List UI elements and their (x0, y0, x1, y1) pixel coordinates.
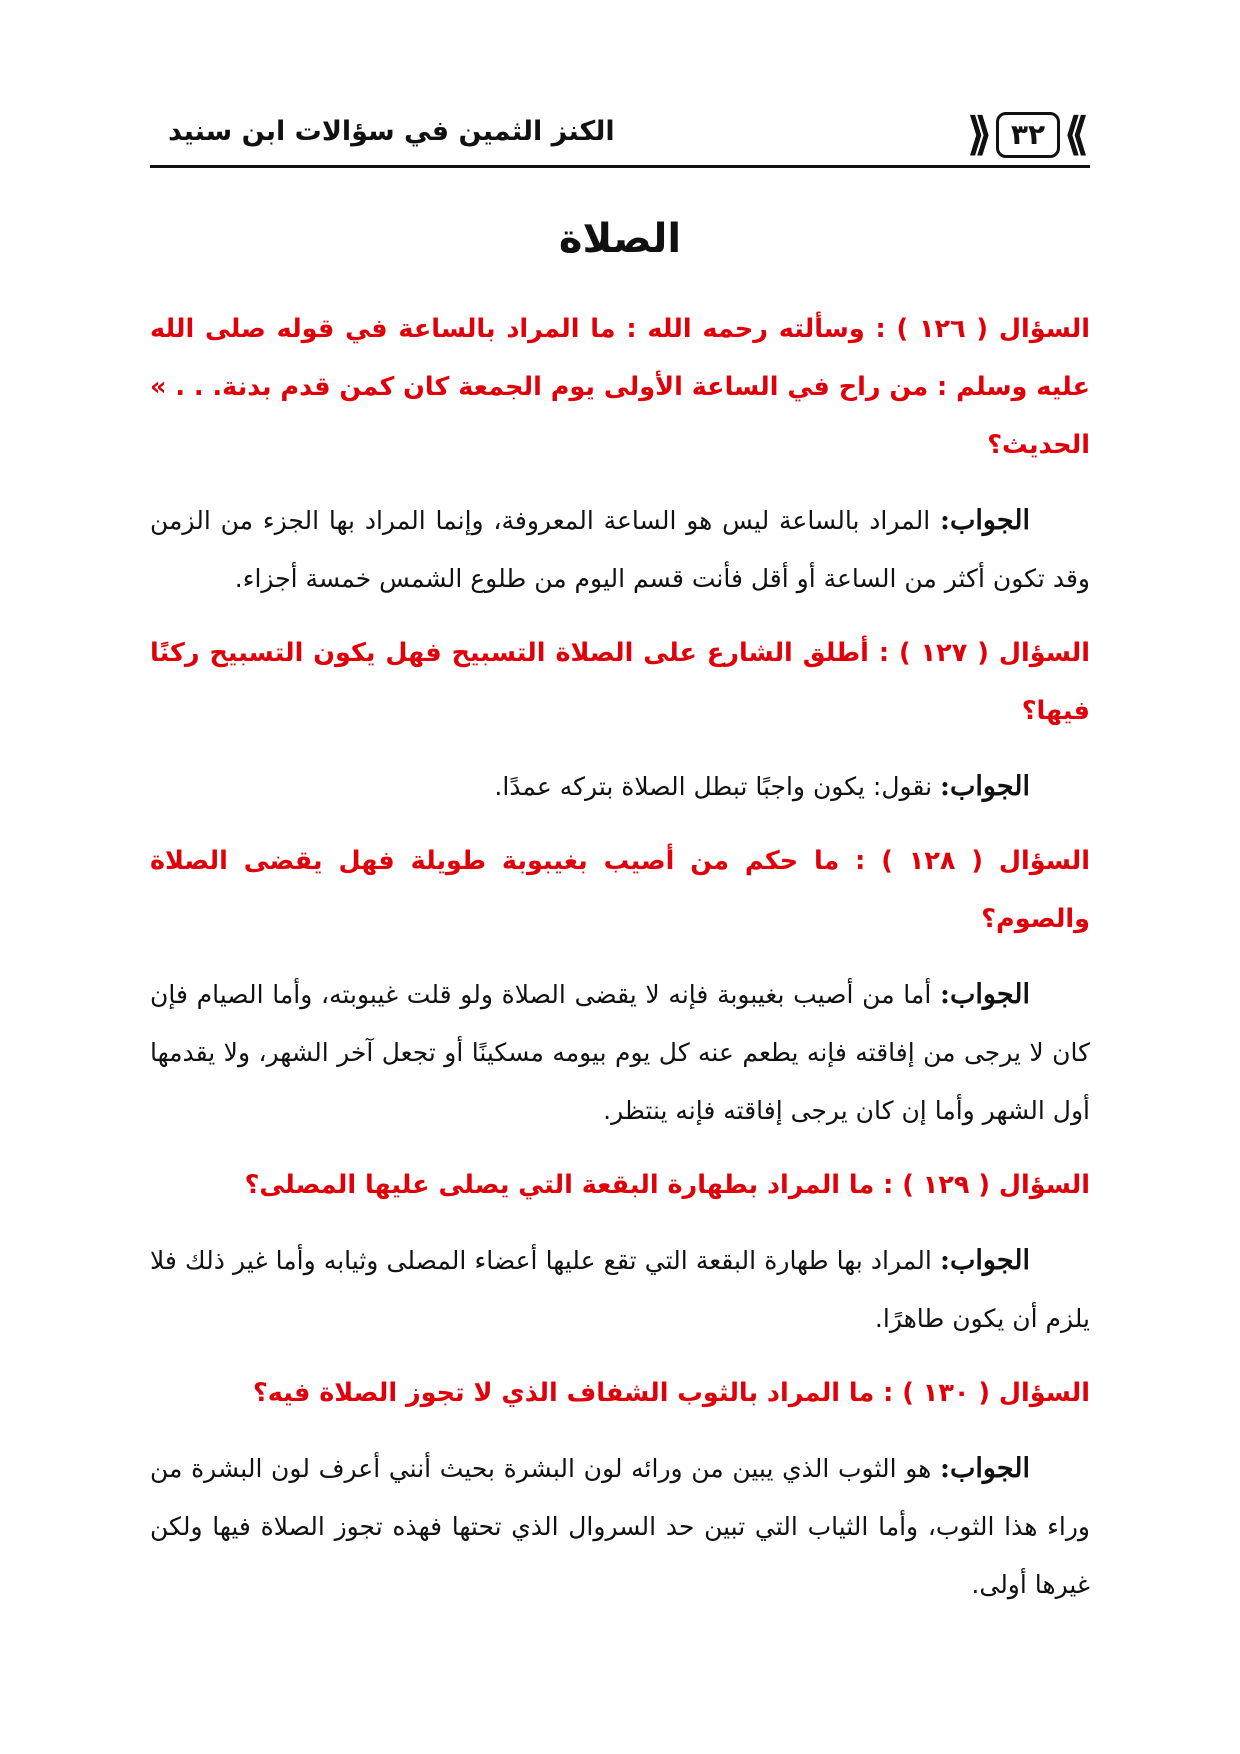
question-129: السؤال ( ١٢٩ ) : ما المراد بطهارة البقعة التي يصلى عليها المصلى؟ (244, 1170, 1090, 1200)
answer-label: الجواب: (940, 1453, 1030, 1484)
answer-129 (150, 1232, 1090, 1348)
answer-text: نقول: يكون واجبًا تبطل الصلاة بتركه عمدًا. (494, 772, 933, 801)
answer-text: المراد بالساعة ليس هو الساعة المعروفة، وإنما المراد بها الجزء من الزمن وقد تكون أكثر من الساعة أو أقل فأنت قسم اليوم من طلوع الشمس خمسة أجزاء. (150, 506, 1090, 593)
answer-text: المراد بها طهارة البقعة التي تقع عليها أعضاء المصلى وثيابه وأما غير ذلك فلا يلزم أن يكون طاهرًا. (150, 1246, 1090, 1333)
bracket-ornament-icon: ⟪ (967, 109, 992, 160)
answer-130 (150, 1440, 1090, 1614)
question-126: السؤال ( ١٢٦ ) : وسألته رحمه الله : ما المراد بالساعة في قوله صلى الله عليه وسلم : من راح في الساعة الأولى يوم الجمعة كان كمن قدم بدنة. . . » الحديث؟ (150, 314, 1090, 460)
answer-127 (150, 758, 1090, 816)
answer-text: هو الثوب الذي يبين من ورائه لون البشرة بحيث أنني أعرف لون البشرة من وراء هذا الثوب، وأما الثياب التي تبين حد السروال الذي تحتها فهذه تجوز الصلاة فيها ولكن غيرها أولى. (150, 1454, 1090, 1599)
question-130: السؤال ( ١٣٠ ) : ما المراد بالثوب الشفاف الذي لا تجوز الصلاة فيه؟ (252, 1378, 1090, 1408)
answer-label: الجواب: (940, 1245, 1031, 1276)
answer-126 (150, 492, 1090, 608)
header-divider (150, 165, 1090, 168)
question-128: السؤال ( ١٢٨ ) : ما حكم من أصيب بغيبوبة طويلة فهل يقضى الصلاة والصوم؟ (150, 846, 1090, 934)
bracket-ornament-icon: ⟫ (1064, 109, 1089, 160)
answer-label: الجواب: (940, 771, 1030, 802)
answer-label: الجواب: (940, 979, 1030, 1010)
answer-label: الجواب: (940, 505, 1030, 536)
book-title: الكنز الثمين في سؤالات ابن سنيد (168, 116, 615, 147)
page-number: ٣٢ (996, 112, 1060, 158)
page-number-badge (966, 108, 1090, 162)
question-127: السؤال ( ١٢٧ ) : أطلق الشارع على الصلاة التسبيح فهل يكون التسبيح ركنًا فيها؟ (150, 638, 1090, 726)
page-header (150, 108, 1090, 168)
page-content (150, 300, 1090, 1630)
answer-text: أما من أصيب بغيبوبة فإنه لا يقضى الصلاة ولو قلت غيبوبته، وأما الصيام فإن كان لا يرجى من إفاقته فإنه يطعم عنه كل يوم بيومه مسكينًا أو تجعل آخر الشهر، ولا يقدمها أول الشهر وأما إن كان يرجى إفاقته فإنه ينتظر. (150, 980, 1090, 1125)
answer-128 (150, 966, 1090, 1140)
chapter-title: الصلاة (558, 216, 682, 262)
